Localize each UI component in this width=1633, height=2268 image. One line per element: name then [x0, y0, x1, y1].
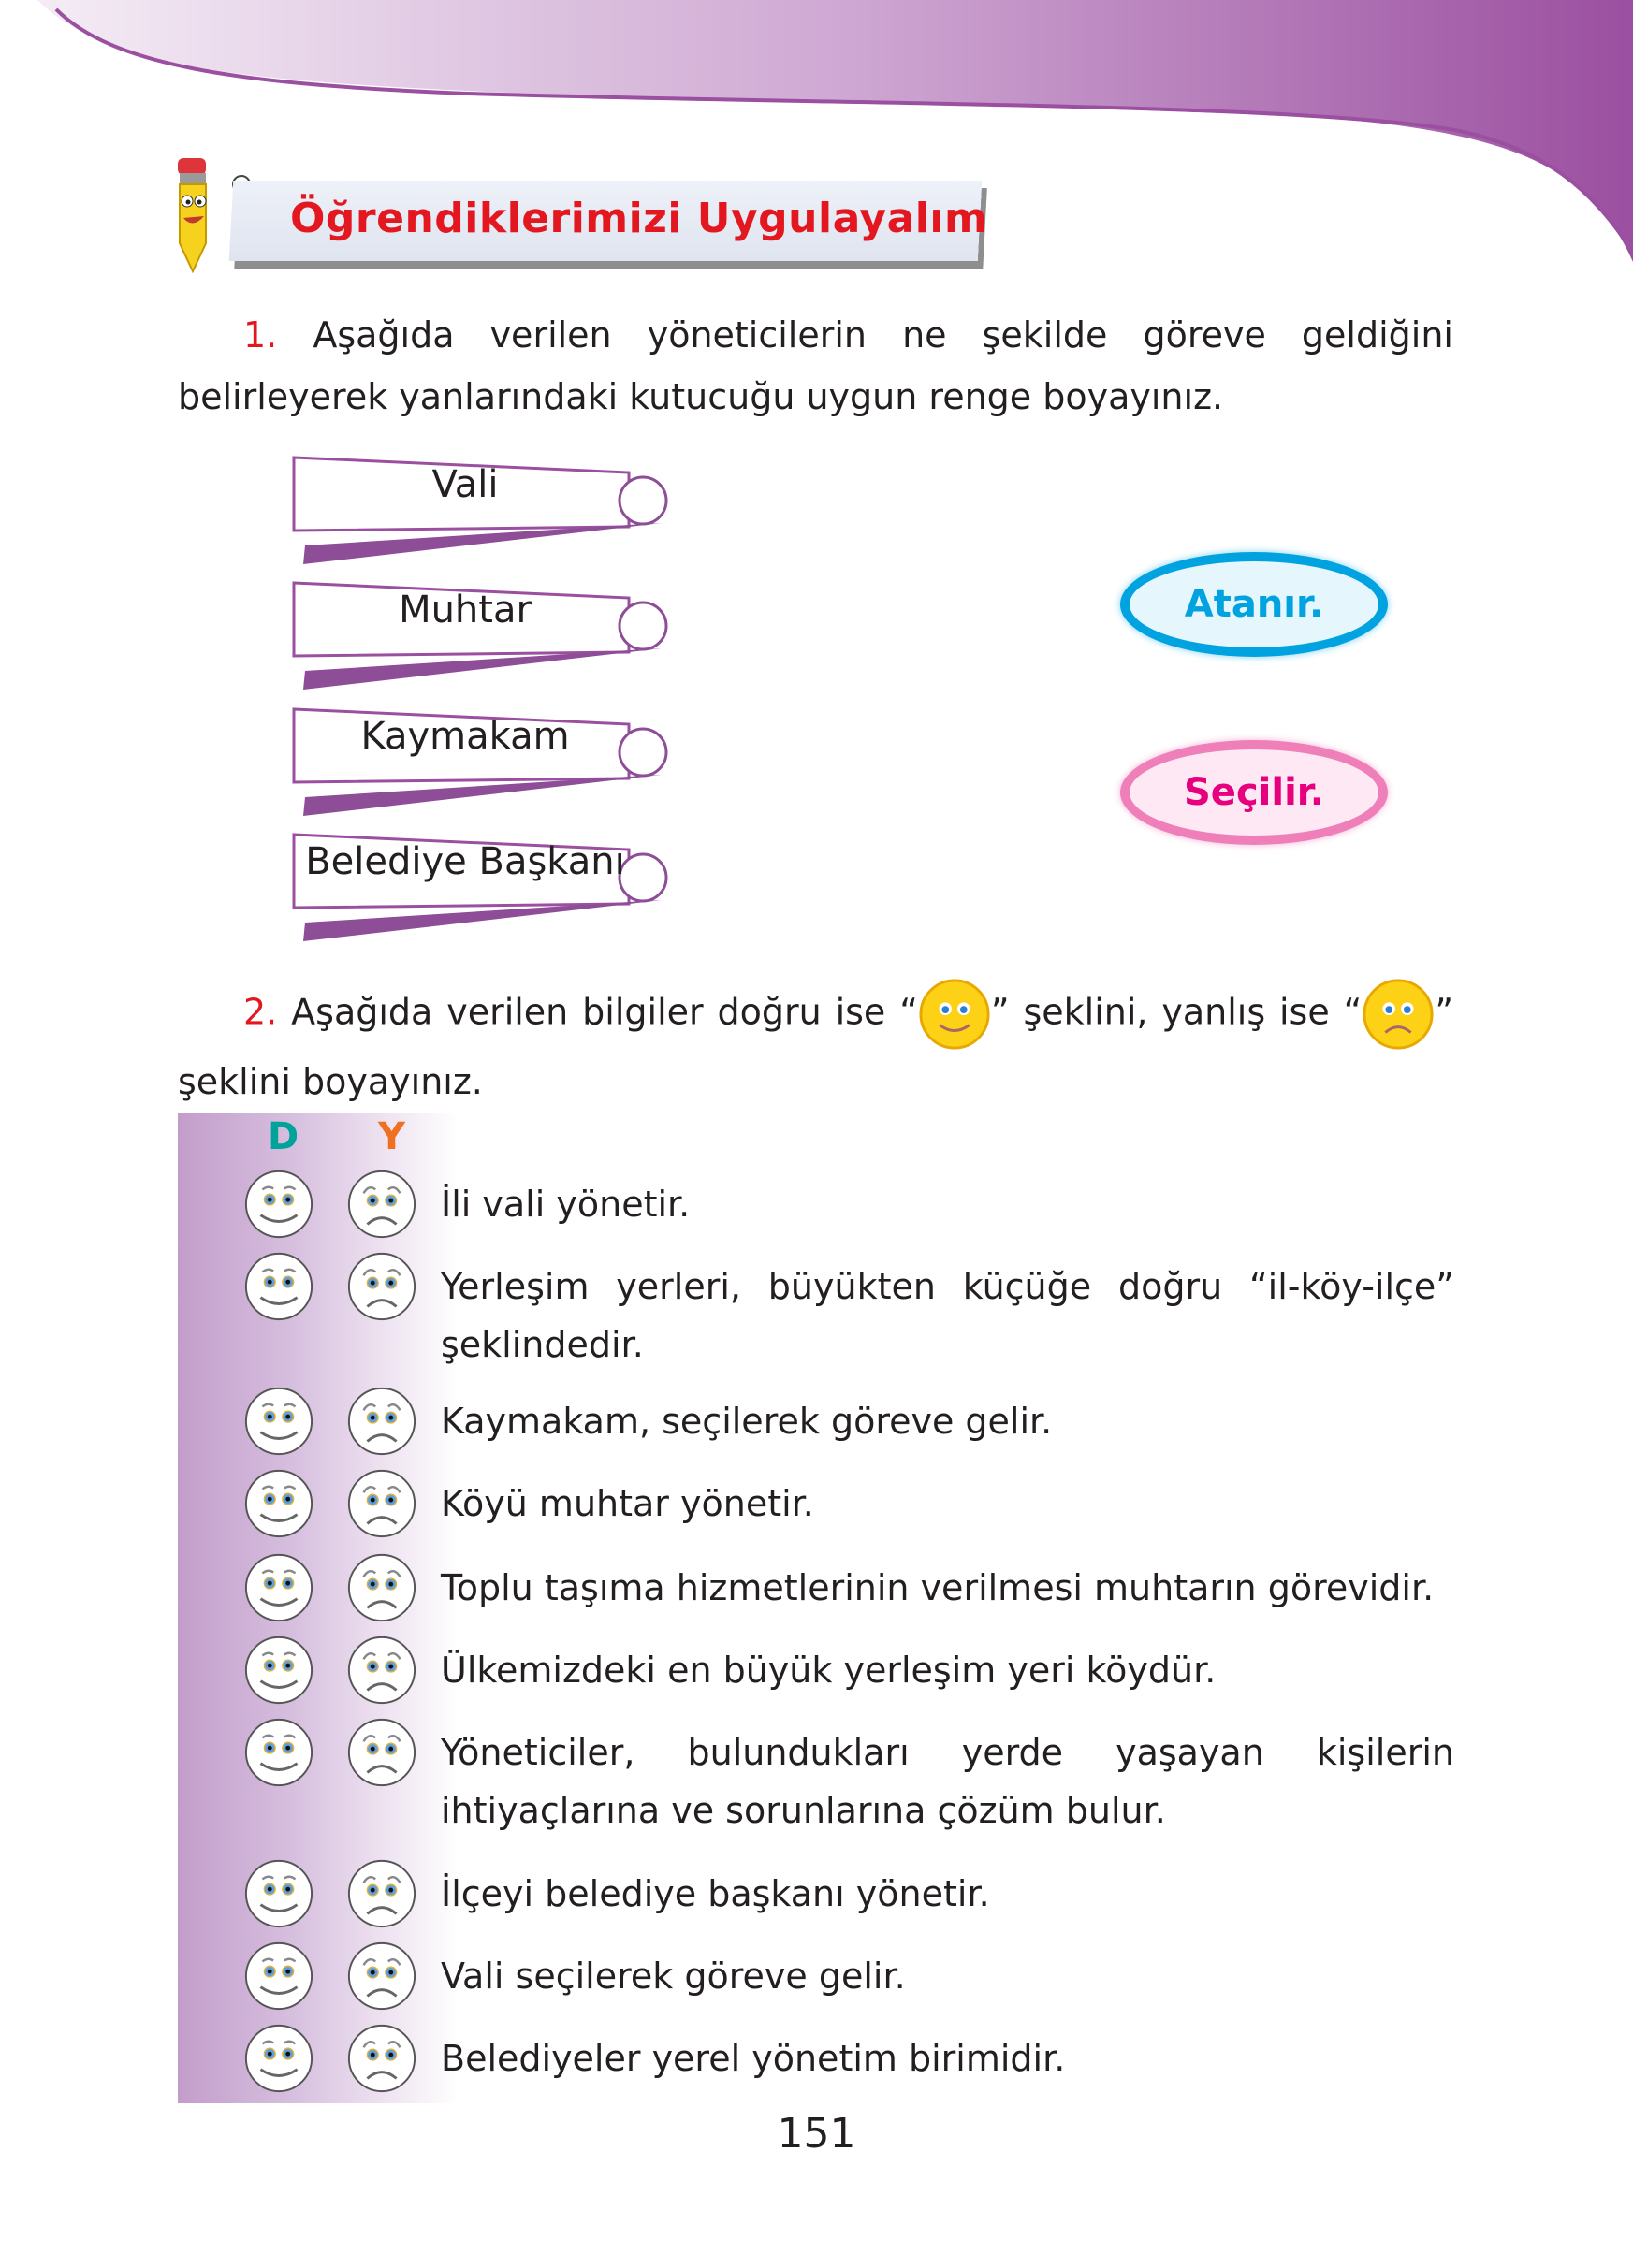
column-header-false: Y — [378, 1115, 405, 1158]
statement-text: İlçeyi belediye başkanı yönetir. — [441, 1873, 990, 1914]
sad-face-icon[interactable] — [345, 1716, 418, 1793]
happy-face-icon[interactable] — [242, 1940, 315, 2016]
page-number: 151 — [777, 2110, 856, 2158]
column-header-true: D — [268, 1115, 299, 1158]
happy-face-icon[interactable] — [242, 1551, 315, 1628]
option-secilir[interactable] — [1120, 740, 1388, 845]
role-label: Belediye Başkanı — [305, 840, 625, 883]
question-number: 2. — [243, 991, 278, 1033]
statement-text: Vali seçilerek göreve gelir. — [441, 1955, 906, 1997]
sad-face-icon[interactable] — [345, 1250, 418, 1327]
statement-text: Yöneticiler, bulundukları yerde yaşayan kişilerin ihtiyaçlarına ve sorunlarına çözüm bulur. — [441, 1732, 1454, 1831]
statement-text: Belediyeler yerel yönetim birimidir. — [441, 2038, 1066, 2079]
sad-face-icon[interactable] — [345, 1634, 418, 1710]
sad-face-icon[interactable] — [345, 1551, 418, 1628]
happy-face-icon[interactable] — [242, 1385, 315, 1461]
role-box — [292, 707, 672, 816]
section-title: Öğrendiklerimizi Uygulayalım — [290, 195, 988, 242]
question-1-text — [178, 304, 1453, 428]
happy-face-icon[interactable] — [242, 1168, 315, 1244]
sad-face-icon[interactable] — [345, 1385, 418, 1461]
happy-face-icon[interactable] — [242, 1716, 315, 1793]
sad-face-icon[interactable] — [345, 1168, 418, 1244]
statement-text: Yerleşim yerleri, büyükten küçüğe doğru “il-köy-ilçe” şeklindedir. — [441, 1266, 1454, 1365]
sad-face-icon[interactable] — [345, 2022, 418, 2099]
question-2-text-b: ” şeklini, yanlış ise “ — [990, 991, 1363, 1033]
question-2-text — [178, 978, 1453, 1112]
option-secilir-label: Seçilir. — [1184, 771, 1324, 814]
role-box — [292, 833, 672, 941]
statement-text: Toplu taşıma hizmetlerinin verilmesi muhtarın görevidir. — [441, 1567, 1435, 1608]
happy-face-icon[interactable] — [242, 2022, 315, 2099]
happy-face-icon[interactable] — [242, 1634, 315, 1710]
sad-face-icon[interactable] — [345, 1940, 418, 2016]
happy-face-icon[interactable] — [242, 1467, 315, 1544]
role-label: Vali — [431, 463, 499, 506]
happy-face-icon[interactable] — [242, 1250, 315, 1327]
statement-text: Ülkemizdeki en büyük yerleşim yeri köydür. — [441, 1650, 1217, 1691]
question-2-text-a: Aşağıda verilen bilgiler doğru ise “ — [291, 991, 918, 1033]
yellow-happy-face-icon — [918, 978, 991, 1051]
statement-text: Kaymakam, seçilerek göreve gelir. — [441, 1401, 1053, 1442]
question-1-instructions: Aşağıda verilen yöneticilerin ne şekilde göreve geldiğini belirleyerek yanlarındaki kutucuğu uygun renge boyayınız. — [178, 314, 1453, 417]
role-box — [292, 456, 672, 564]
question-2-text-c: ” şeklini boyayınız. — [178, 991, 1453, 1102]
option-atanir-label: Atanır. — [1184, 583, 1324, 626]
role-label: Kaymakam — [360, 715, 570, 758]
statement-text: İli vali yönetir. — [441, 1184, 691, 1225]
role-box — [292, 581, 672, 690]
option-atanir[interactable] — [1120, 552, 1388, 657]
role-label: Muhtar — [399, 589, 532, 632]
question-number: 1. — [243, 314, 278, 356]
sad-face-icon[interactable] — [345, 1467, 418, 1544]
sad-face-icon[interactable] — [345, 1857, 418, 1934]
yellow-sad-face-icon — [1362, 978, 1435, 1051]
happy-face-icon[interactable] — [242, 1857, 315, 1934]
statement-text: Köyü muhtar yönetir. — [441, 1483, 814, 1524]
